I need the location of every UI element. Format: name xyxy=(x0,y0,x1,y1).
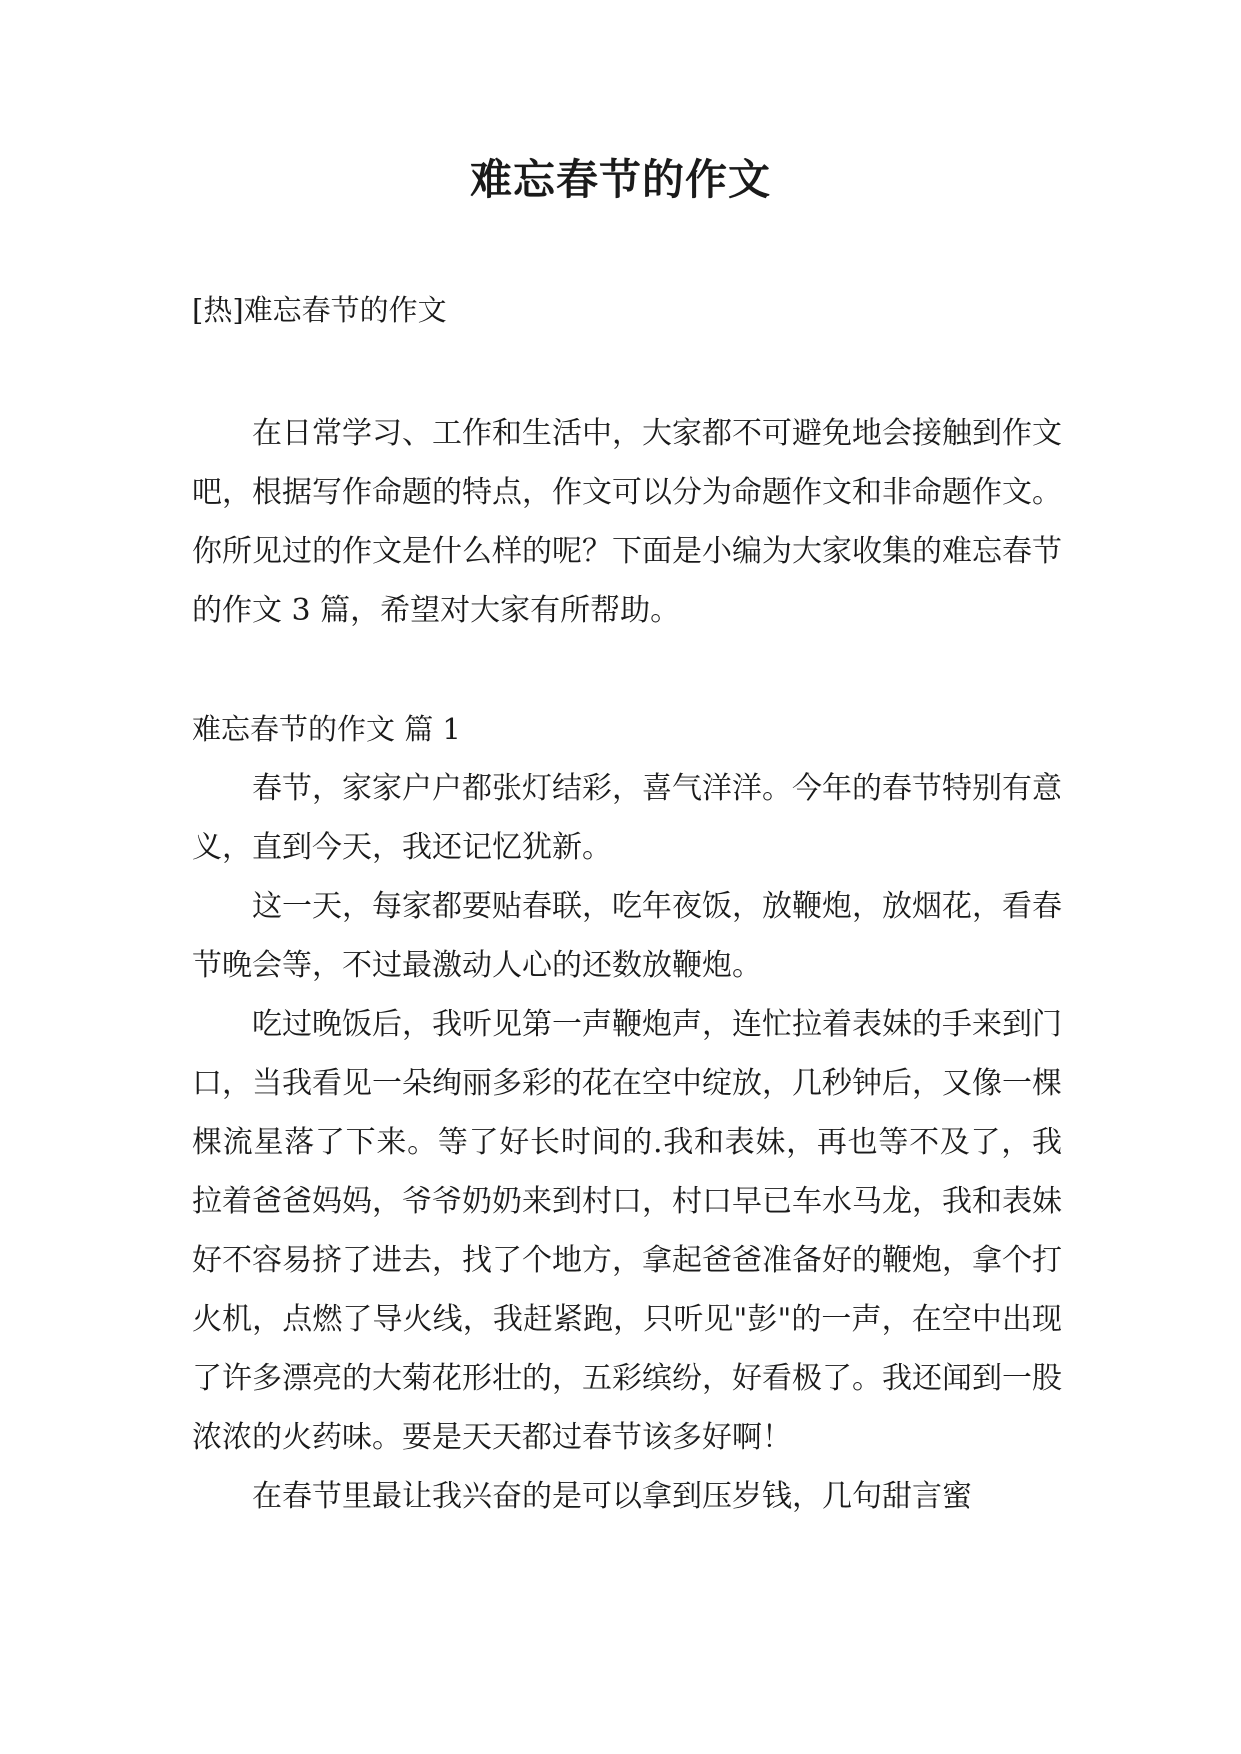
intro-block xyxy=(192,404,1062,640)
section-heading: 难忘春节的作文 篇 1 xyxy=(192,712,461,746)
body-paragraph-1: 春节，家家户户都张灯结彩，喜气洋洋。今年的春节特别有意义，直到今天，我还记忆犹新。 xyxy=(192,771,1062,865)
document-subtitle: [热]难忘春节的作文 xyxy=(192,293,447,327)
intro-paragraph: 在日常学习、工作和生活中，大家都不可避免地会接触到作文吧，根据写作命题的特点，作文可以分为命题作文和非命题作文。你所见过的作文是什么样的呢？下面是小编为大家收集的难忘春节的作文 3 篇，希望对大家有所帮助。 xyxy=(192,416,1062,628)
body-paragraph-3: 吃过晚饭后，我听见第一声鞭炮声，连忙拉着表妹的手来到门口，当我看见一朵绚丽多彩的花在空中绽放，几秒钟后，又像一棵棵流星落了下来。等了好长时间的.我和表妹，再也等不及了，我拉着爸爸妈妈，爷爷奶奶来到村口，村口早已车水马龙，我和表妹好不容易挤了进去，找了个地方，拿起爸爸准备好的鞭炮，拿个打火机，点燃了导火线，我赶紧跑，只听见"彭"的一声，在空中出现了许多漂亮的大菊花形壮的，五彩缤纷，好看极了。我还闻到一股浓浓的火药味。要是天天都过春节该多好啊！ xyxy=(192,1007,1062,1455)
body-paragraph-2: 这一天，每家都要贴春联，吃年夜饭，放鞭炮，放烟花，看春节晚会等，不过最激动人心的还数放鞭炮。 xyxy=(192,889,1062,983)
essay-section xyxy=(192,700,1062,1526)
body-paragraph-4: 在春节里最让我兴奋的是可以拿到压岁钱，几句甜言蜜 xyxy=(252,1479,972,1514)
document-title: 难忘春节的作文 xyxy=(469,155,771,204)
